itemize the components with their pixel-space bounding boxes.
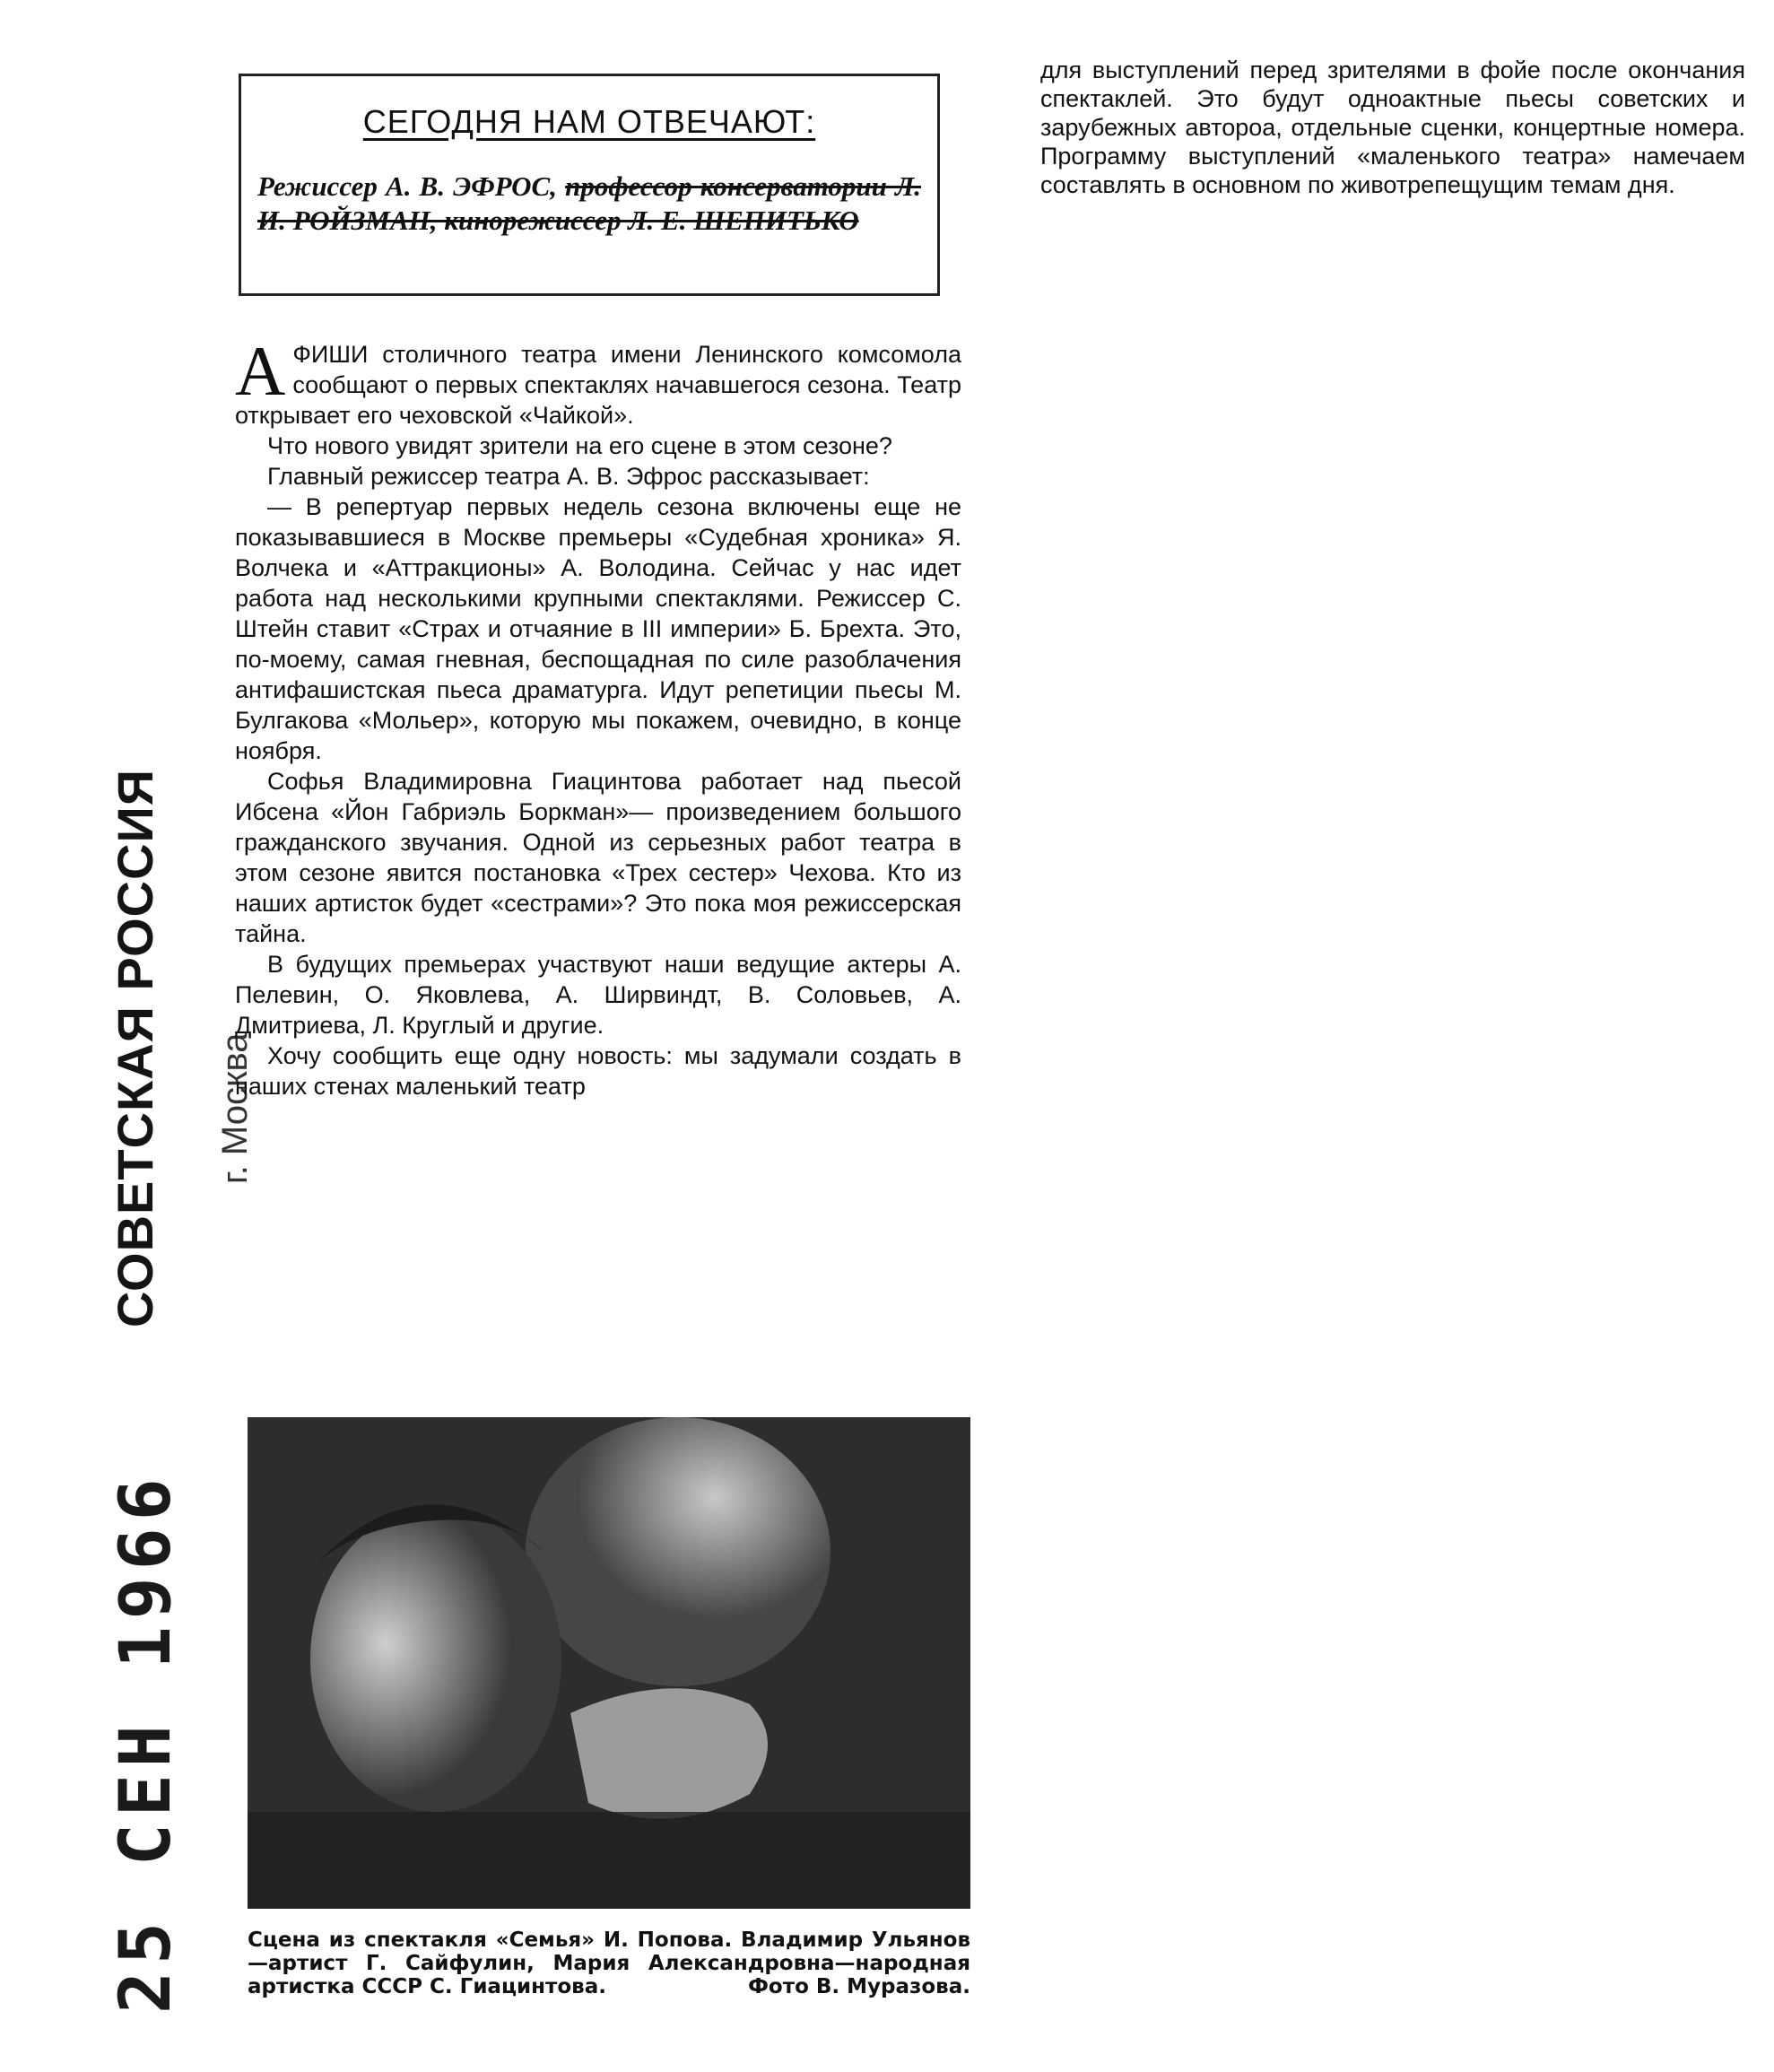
article-paragraph-2: Что нового увидят зрители на его сцене в этом сезоне? — [267, 432, 892, 459]
actress-head — [526, 1417, 830, 1686]
city-name: г. Москва — [215, 1032, 255, 1184]
article-paragraph-1: АФИШИ столичного театра имени Ленинского комсомола сообщают о первых спектаклях начавшегося сезона. Театр открывает его чеховской «Чайкой». — [235, 332, 961, 429]
article-continuation — [1040, 56, 1745, 199]
photo-image — [248, 1417, 970, 1909]
article-paragraph-4: — В репертуар первых недель сезона включены еще не показывавшиеся в Москве премьеры «Судебная хроника» Я. Волчека и «Аттракционы» А. Володина. Сейчас у нас идет работа над несколькими крупными спектаклями. Режиссер С. Штейн ставит «Страх и отчаяние в III империи» Б. Брехта. Это, по-моему, самая гневная, беспощадная по силе разоблачения антифашистская пьеса драматурга. Идут репетиции пьесы М. Булгакова «Мольер», которую мы покажем, очевидно, в конце ноября. — [235, 493, 961, 764]
actor-face — [310, 1507, 561, 1812]
caption-text: Сцена из спектакля «Семья» И. Попова. Владимир Ульянов—артист Г. Сайфулин, Мария Александровна—народная артистка СССР С. Гиацинтова. — [248, 1928, 970, 1998]
article-paragraph-5: Софья Владимировна Гиацинтова работает над пьесой Ибсена «Йон Габриэль Боркман»— произведением большого гражданского звучания. Одной из серьезных работ театра в этом сезоне явится постановка «Трех сестер» Чехова. Кто из наших артисток будет «сестрами»? Это пока моя режиссерская тайна. — [235, 768, 961, 947]
rubric-name-active: Режиссер А. В. ЭФРОС, — [257, 170, 557, 202]
article-paragraph-7: Хочу сообщить еще одну новость: мы задумали создать в наших стенах маленький театр — [235, 1042, 961, 1100]
photo-caption — [248, 1928, 970, 1998]
rubric-names-struck: профессор консерватории Л. И. РОЙЗМАН, кинорежиссер Л. Е. ШЕПИТЬКО — [257, 170, 922, 236]
scene-photo — [248, 1417, 970, 1909]
article-body — [235, 332, 961, 1101]
date-text: 25 СЕН 1966 — [106, 1471, 187, 2014]
dropcap: А — [235, 332, 286, 410]
rubric-box — [239, 74, 940, 296]
article-paragraph-6: В будущих премьерах участвуют наши ведущие актеры А. Пелевин, О. Яковлева, А. Ширвиндт, В. Соловьев, А. Дмитриева, Л. Круглый и другие. — [235, 951, 961, 1039]
rubric-names — [257, 170, 921, 238]
photo-credit: Фото В. Муразова. — [748, 1975, 970, 1998]
newspaper-name: СОВЕТСКАЯ РОССИЯ — [107, 768, 163, 1328]
hand — [570, 1688, 768, 1819]
rubric-title: СЕГОДНЯ НАМ ОТВЕЧАЮТ: — [362, 103, 816, 140]
article-paragraph-3: Главный режиссер театра А. В. Эфрос рассказывает: — [267, 463, 870, 490]
continuation-paragraph: для выступлений перед зрителями в фойе после окончания спектаклей. Это будут одноактные пьесы советских и зарубежных автороа, отдельные сценки, концертные номера. Программу выступлений «маленького театра» намечаем составлять в основном по животрепещущим темам дня. — [1040, 57, 1745, 198]
